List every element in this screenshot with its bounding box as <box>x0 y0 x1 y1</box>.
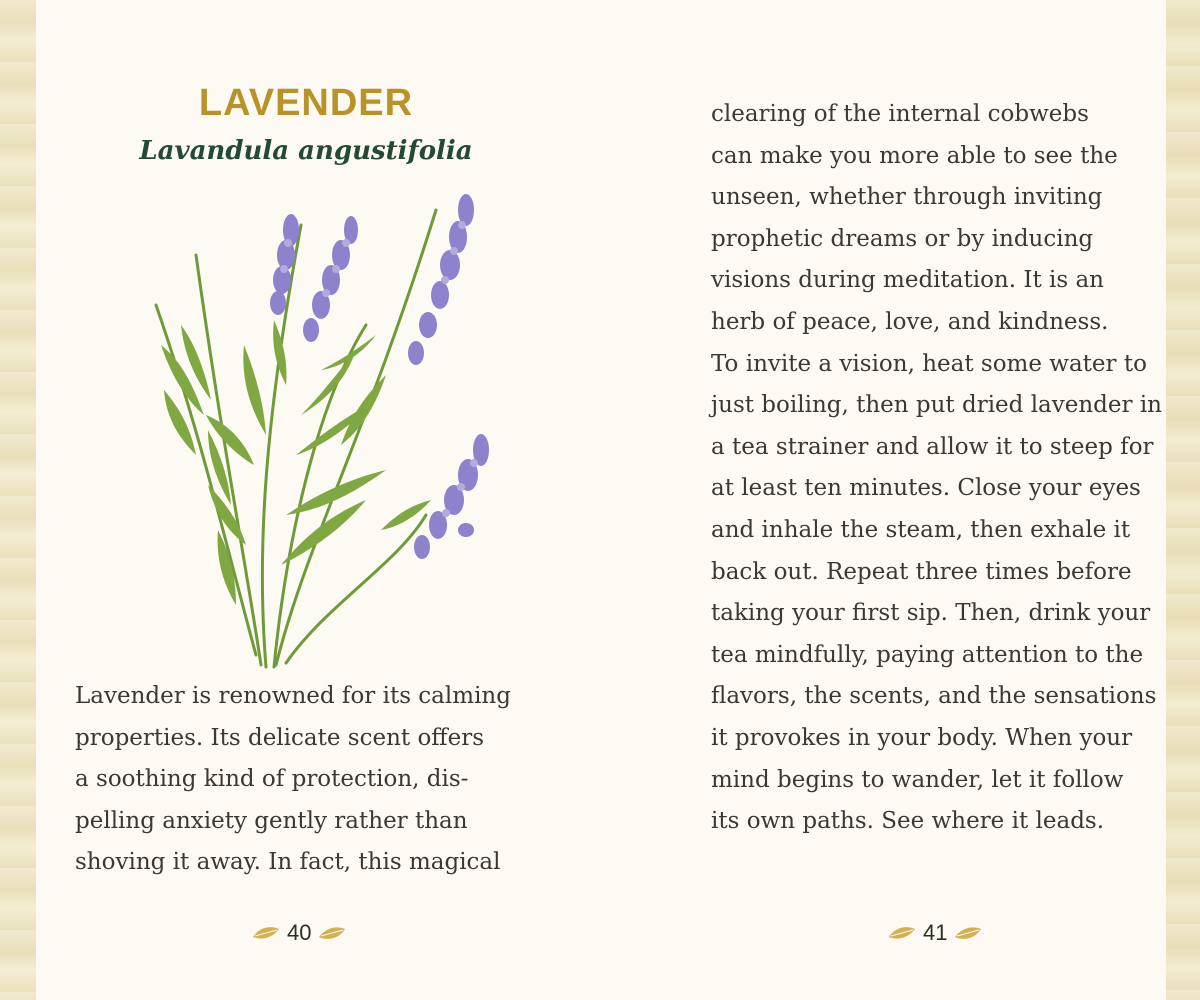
right-page <box>601 0 1166 1000</box>
text-line: just boiling, then put dried lavender in <box>711 392 1162 419</box>
text-line: herb of peace, love, and kindness. <box>711 308 1109 335</box>
text-line: a soothing kind of protection, dis- <box>75 766 469 793</box>
text-line: Lavender is renowned for its calming <box>75 683 511 709</box>
page-number-right <box>887 918 983 948</box>
text-line: pelling anxiety gently rather than <box>75 807 468 834</box>
text-line: a tea strainer and allow it to steep for <box>711 433 1154 460</box>
text-line: tea mindfully, paying attention to the <box>711 641 1144 668</box>
gold-leaf-icon <box>251 923 281 943</box>
text-line: shoving it away. In fact, this magical <box>75 849 501 876</box>
page-number: 41 <box>923 920 948 945</box>
text-line: unseen, whether through inviting <box>711 184 1103 211</box>
text-line: and inhale the steam, then exhale it <box>711 516 1131 543</box>
text-line: visions during meditation. It is an <box>711 267 1104 294</box>
page-number-left <box>251 918 347 948</box>
book-spread <box>36 0 1166 1000</box>
page-number: 40 <box>287 920 312 945</box>
lavender-sprigs-illustration <box>136 185 516 675</box>
text-line: flavors, the scents, and the sensations <box>711 683 1157 710</box>
page-edge-left <box>0 0 36 1000</box>
text-line: can make you more able to see the <box>711 142 1118 169</box>
text-line: taking your first sip. Then, drink your <box>711 600 1151 627</box>
right-body-text <box>711 94 1162 843</box>
herb-title: LAVENDER <box>198 82 414 124</box>
herb-latin-name: Lavandula angustifolia <box>139 136 473 166</box>
text-line: back out. Repeat three times before <box>711 558 1132 585</box>
text-line: at least ten minutes. Close your eyes <box>711 475 1141 502</box>
text-line: To invite a vision, heat some water to <box>711 350 1147 377</box>
page-edge-right <box>1166 0 1200 1000</box>
text-line: mind begins to wander, let it follow <box>711 766 1124 793</box>
left-body-text <box>75 676 511 884</box>
gold-leaf-icon <box>953 923 983 943</box>
text-line: its own paths. See where it leads. <box>711 808 1105 835</box>
text-line: clearing of the internal cobwebs <box>711 101 1089 127</box>
text-line: prophetic dreams or by inducing <box>711 225 1094 252</box>
left-page <box>36 0 601 1000</box>
gold-leaf-icon <box>887 923 917 943</box>
text-line: it provokes in your body. When your <box>711 724 1133 751</box>
gold-leaf-icon <box>317 923 347 943</box>
text-line: properties. Its delicate scent offers <box>75 724 485 751</box>
